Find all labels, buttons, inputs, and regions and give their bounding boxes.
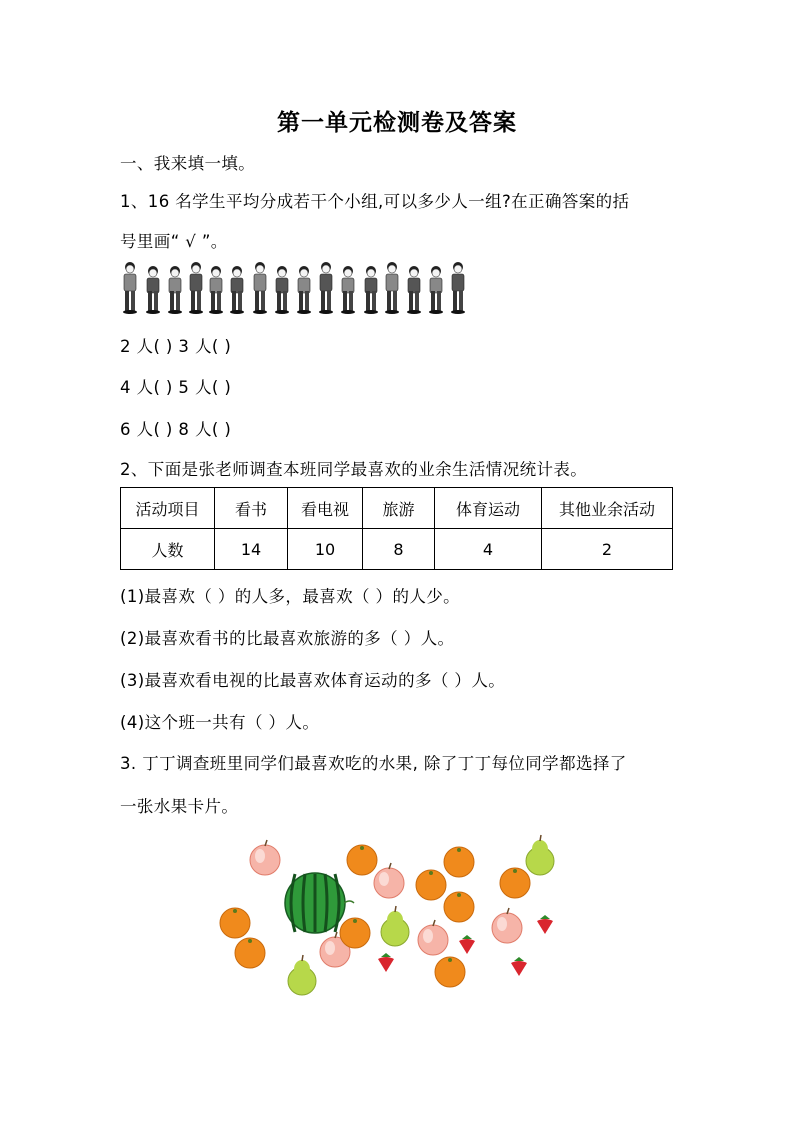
pear-icon (288, 955, 316, 995)
table-cell: 10 (288, 529, 363, 570)
orange-icon (416, 870, 446, 900)
option-row-1: 2 人( ) 3 人( ) (120, 337, 232, 356)
student-figure (189, 262, 203, 314)
table-cell: 看电视 (288, 488, 363, 529)
pear-icon (526, 835, 554, 875)
orange-icon (235, 938, 265, 968)
student-figure (146, 266, 160, 314)
table-cell: 旅游 (363, 488, 435, 529)
apple-icon (492, 908, 522, 943)
orange-icon (220, 908, 250, 938)
student-figure (297, 266, 311, 314)
table-cell: 人数 (121, 529, 215, 570)
table-cell: 2 (542, 529, 673, 570)
table-cell: 4 (435, 529, 542, 570)
table-row (121, 529, 673, 570)
orange-icon (500, 868, 530, 898)
strawberry-icon (537, 915, 553, 934)
pear-icon (381, 906, 409, 946)
student-figure (319, 262, 333, 314)
strawberry-icon (511, 957, 527, 976)
student-figure (341, 266, 355, 314)
table-cell: 看书 (215, 488, 288, 529)
student-figure (385, 262, 399, 314)
fruit-cards-illustration (215, 830, 565, 1000)
sub-question-4: (4)这个班一共有（ ）人。 (120, 713, 320, 732)
option-row-3: 6 人( ) 8 人( ) (120, 420, 232, 439)
orange-icon (444, 892, 474, 922)
question-1-line-2: 号里画“ √ ”。 (120, 232, 228, 251)
student-figure (209, 266, 223, 314)
question-3-line-1: 3. 丁丁调查班里同学们最喜欢吃的水果, 除了丁丁每位同学都选择了 (120, 754, 627, 773)
student-figure (123, 262, 137, 314)
student-figure (429, 266, 443, 314)
question-3-line-2: 一张水果卡片。 (120, 797, 239, 816)
apple-icon (374, 863, 404, 898)
sub-question-1: (1)最喜欢（ ）的人多，最喜欢（ ）的人少。 (120, 587, 461, 606)
student-figure (253, 262, 267, 314)
sub-question-2: (2)最喜欢看书的比最喜欢旅游的多（ ）人。 (120, 629, 455, 648)
sub-question-3: (3)最喜欢看电视的比最喜欢体育运动的多（ ）人。 (120, 671, 506, 690)
apple-icon (250, 840, 280, 875)
student-figure (168, 266, 182, 314)
students-illustration (120, 258, 470, 316)
option-row-2: 4 人( ) 5 人( ) (120, 378, 232, 397)
strawberry-icon (378, 953, 394, 972)
orange-icon (444, 847, 474, 877)
table-cell: 其他业余活动 (542, 488, 673, 529)
activity-stat-table (120, 487, 673, 570)
page-title: 第一单元检测卷及答案 (277, 110, 517, 136)
section-heading: 一、我来填一填。 (120, 154, 256, 173)
table-cell: 8 (363, 529, 435, 570)
orange-icon (340, 918, 370, 948)
apple-icon (418, 920, 448, 955)
question-1-line-1: 1、16 名学生平均分成若干个小组,可以多少人一组?在正确答案的括 (120, 192, 630, 211)
orange-icon (435, 957, 465, 987)
table-cell: 体育运动 (435, 488, 542, 529)
student-figure (364, 266, 378, 314)
student-figure (275, 266, 289, 314)
table-cell: 活动项目 (121, 488, 215, 529)
student-figure (407, 266, 421, 314)
strawberry-icon (459, 935, 475, 954)
student-figure (451, 262, 465, 314)
table-header-row (121, 488, 673, 529)
question-2-text: 2、下面是张老师调查本班同学最喜欢的业余生活情况统计表。 (120, 460, 588, 479)
table-cell: 14 (215, 529, 288, 570)
orange-icon (347, 845, 377, 875)
student-figure (230, 266, 244, 314)
